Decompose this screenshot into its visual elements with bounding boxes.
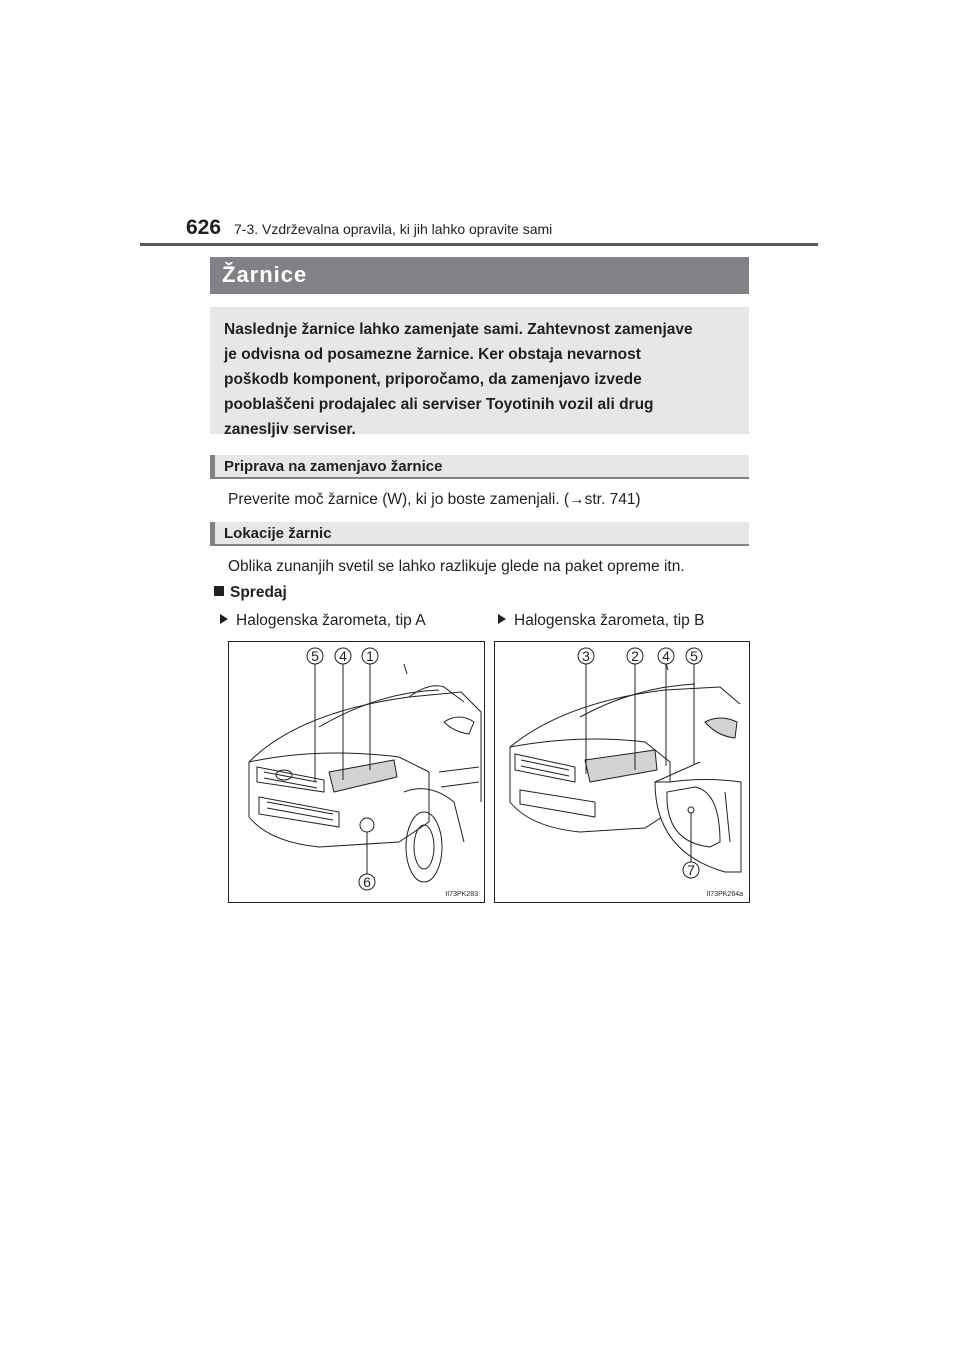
callout-label: 7 bbox=[687, 862, 695, 878]
figure-type-b bbox=[494, 641, 750, 903]
truck-illustration-b bbox=[495, 642, 749, 902]
square-bullet-icon bbox=[214, 586, 224, 596]
locations-text: Oblika zunanjih svetil se lahko razlikuje glede na paket opreme itn. bbox=[228, 558, 685, 575]
intro-line: poškodb komponent, priporočamo, da zamenjavo izvede bbox=[224, 371, 642, 388]
callout-label: 5 bbox=[690, 648, 698, 664]
caption-type-b bbox=[498, 612, 704, 630]
intro-line: zanesljiv serviser. bbox=[224, 421, 356, 438]
intro-line: pooblaščeni prodajalec ali serviser Toyotinih vozil ali drug bbox=[224, 396, 654, 413]
figure-type-a bbox=[228, 641, 485, 903]
running-head: 7-3. Vzdrževalna opravila, ki jih lahko opravite sami bbox=[234, 221, 553, 237]
intro-box bbox=[210, 307, 749, 438]
callout-label: 1 bbox=[366, 648, 374, 664]
page-number: 626 bbox=[186, 216, 222, 239]
section-title: Žarnice bbox=[210, 257, 749, 294]
truck-illustration-a bbox=[229, 642, 484, 902]
triangle-bullet-icon bbox=[498, 614, 506, 624]
callout-label: 5 bbox=[311, 648, 319, 664]
heading-preparation: Priprava na zamenjavo žarnice bbox=[210, 455, 749, 479]
callout-label: 2 bbox=[631, 648, 639, 664]
callout-label: 4 bbox=[662, 648, 670, 664]
figure-code: II73PK283 bbox=[445, 891, 478, 898]
header-rule bbox=[140, 243, 818, 246]
heading-locations: Lokacije žarnic bbox=[210, 522, 749, 546]
callout-label: 3 bbox=[582, 648, 590, 664]
triangle-bullet-icon bbox=[220, 614, 228, 624]
subheading-front-label: Spredaj bbox=[230, 584, 287, 601]
caption-type-b-label: Halogenska žarometa, tip B bbox=[514, 612, 705, 629]
callout-label: 4 bbox=[339, 648, 347, 664]
preparation-text: Preverite moč žarnice (W), ki jo boste zamenjali. (→str. 741) bbox=[228, 491, 641, 508]
subheading-front bbox=[214, 584, 287, 602]
intro-line: Naslednje žarnice lahko zamenjate sami. Zahtevnost zamenjave bbox=[224, 321, 693, 338]
intro-line: je odvisna od posamezne žarnice. Ker obstaja nevarnost bbox=[224, 346, 641, 363]
caption-type-a-label: Halogenska žarometa, tip A bbox=[236, 612, 426, 629]
caption-type-a bbox=[220, 612, 426, 630]
figure-code: II73PK264a bbox=[706, 891, 743, 898]
callout-label: 6 bbox=[363, 874, 371, 890]
